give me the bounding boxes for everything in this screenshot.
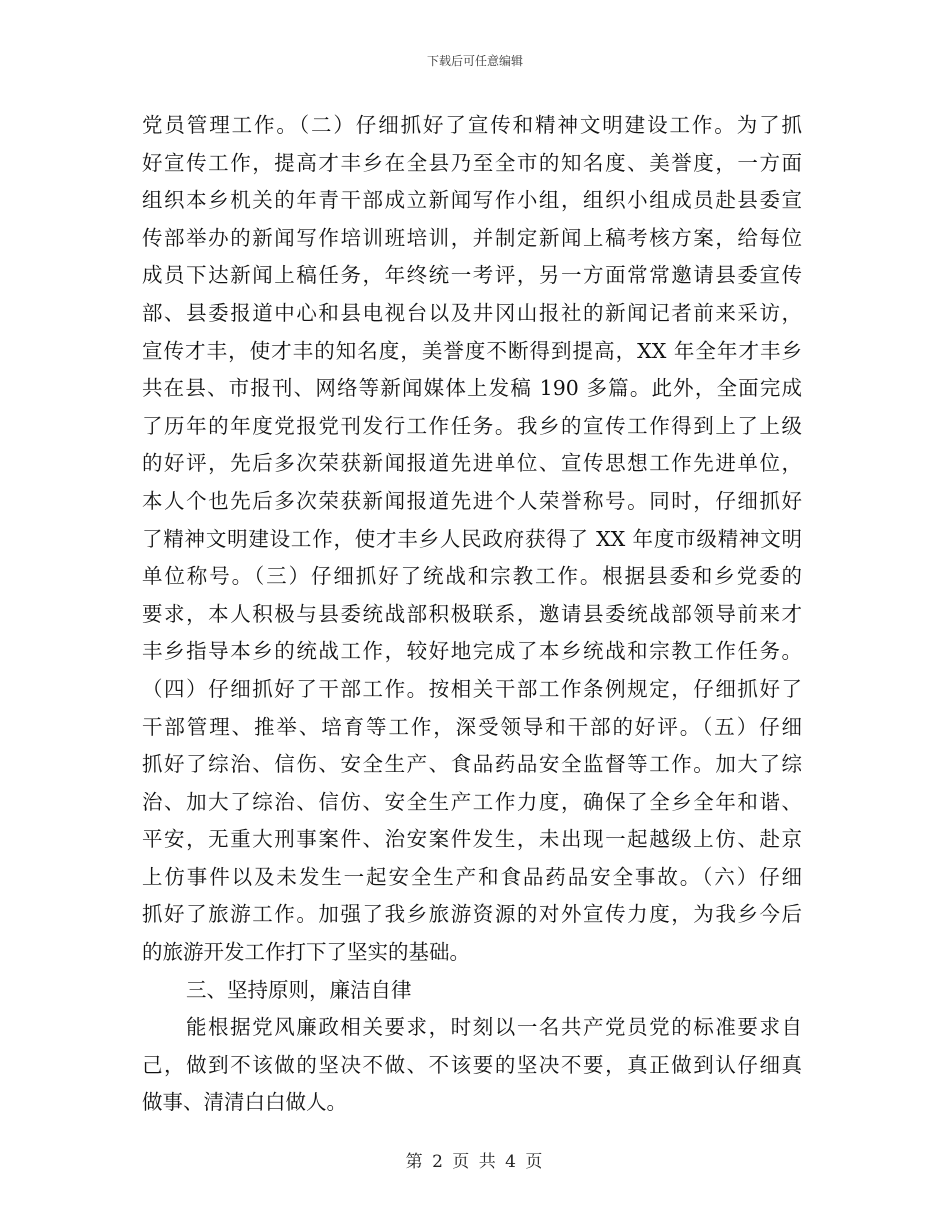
body-line: 丰乡指导本乡的统战工作，较好地完成了本乡统战和宗教工作任务。 [142,639,802,664]
page-header: 下载后可任意编辑 [426,54,523,68]
body-line: 干部管理、推举、培育等工作，深受领导和干部的好评。（五）仔细 [142,714,802,739]
body-line: 了精神文明建设工作，使才丰乡人民政府获得了 XX 年度市级精神文明 [142,526,802,551]
document-body [142,107,802,1122]
body-line: 平安，无重大刑事案件、治安案件发生，未出现一起越级上仿、赴京 [142,827,802,852]
body-line: 治、加大了综治、信仿、安全生产工作力度，确保了全乡全年和谐、 [142,789,802,814]
body-line: 的好评，先后多次荣获新闻报道先进单位、宣传思想工作先进单位， [142,451,802,476]
body-line: （四）仔细抓好了干部工作。按相关干部工作条例规定，仔细抓好了 [142,676,802,701]
body-line: 抓好了综治、信伤、安全生产、食品药品安全监督等工作。加大了综 [142,752,802,777]
body-line: 组织本乡机关的年青干部成立新闻写作小组，组织小组成员赴县委宣 [142,188,802,213]
body-line: 了历年的年度党报党刊发行工作任务。我乡的宣传工作得到上了上级 [142,413,802,438]
closing-line: 能根据党风廉政相关要求，时刻以一名共产党员党的标准要求自 [186,1015,802,1040]
body-line: 党员管理工作。（二）仔细抓好了宣传和精神文明建设工作。为了抓 [142,113,802,137]
body-line: 的旅游开发工作打下了坚实的基础。 [142,940,470,965]
body-line: 要求，本人积极与县委统战部积极联系，邀请县委统战部领导前来才 [142,601,802,626]
section-heading: 三、坚持原则，廉洁自律 [186,977,412,1002]
closing-line: 己，做到不该做的坚决不做、不该要的坚决不要，真正做到认仔细真 [142,1052,802,1077]
closing-line: 做事、清清白白做人。 [142,1090,347,1115]
body-line: 抓好了旅游工作。加强了我乡旅游资源的对外宣传力度，为我乡今后 [142,902,802,927]
body-line: 单位称号。（三）仔细抓好了统战和宗教工作。根据县委和乡党委的 [142,564,802,589]
body-line: 好宣传工作，提高才丰乡在全县乃至全市的知名度、美誉度，一方面 [142,150,802,175]
body-line: 共在县、市报刊、网络等新闻媒体上发稿 190 多篇。此外，全面完成 [142,376,802,401]
body-line: 传部举办的新闻写作培训班培训，并制定新闻上稿考核方案，给每位 [142,225,802,250]
body-line: 本人个也先后多次荣获新闻报道先进个人荣誉称号。同时，仔细抓好 [142,488,802,513]
body-line: 部、县委报道中心和县电视台以及井冈山报社的新闻记者前来采访， [142,300,802,325]
body-line: 成员下达新闻上稿任务，年终统一考评，另一方面常常邀请县委宣传 [142,263,802,288]
page-footer: 第 2 页 共 4 页 [405,1152,545,1172]
body-line: 上仿事件以及未发生一起安全生产和食品药品安全事故。（六）仔细 [142,864,802,889]
body-line: 宣传才丰，使才丰的知名度，美誉度不断得到提高，XX 年全年才丰乡 [142,338,802,363]
